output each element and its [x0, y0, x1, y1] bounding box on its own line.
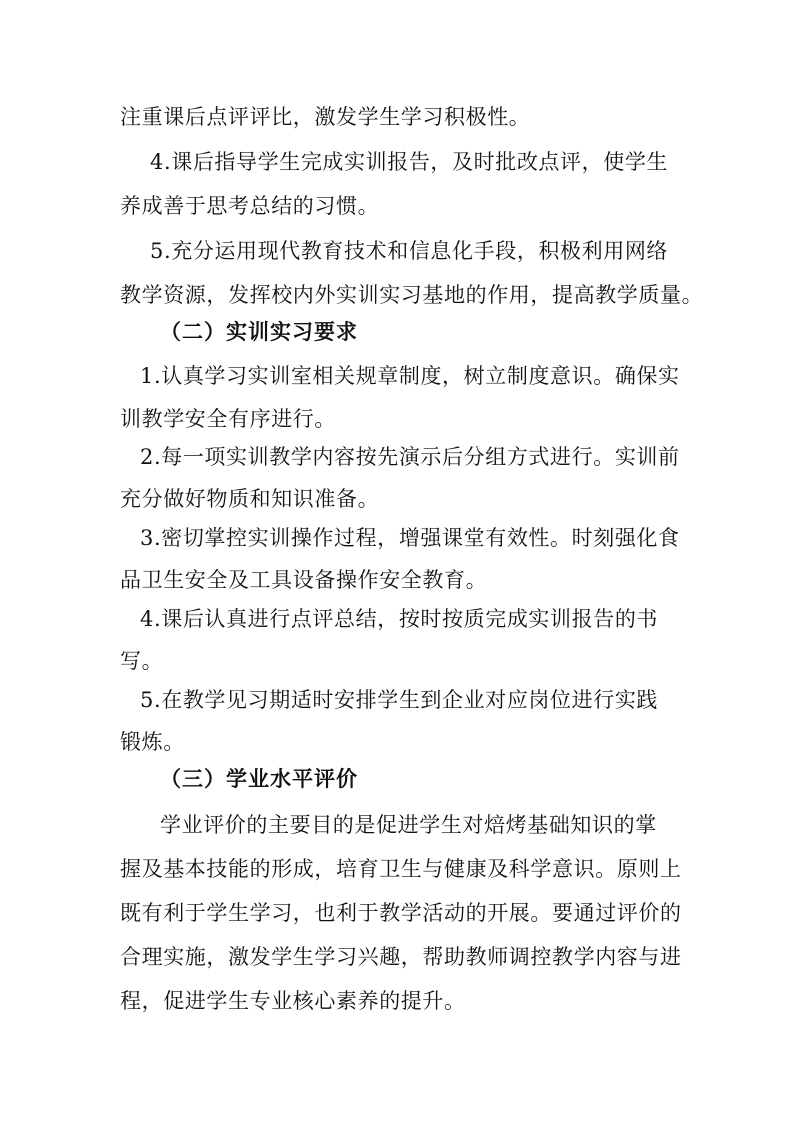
paragraph-line: 学业评价的主要目的是促进学生对焙烤基础知识的掌 — [160, 813, 657, 837]
section-heading: （三）学业水平评价 — [160, 767, 358, 791]
paragraph-line: 教学资源，发挥校内外实训实习基地的作用，提高教学质量。 — [120, 283, 704, 307]
paragraph-line: 5.在教学见习期适时安排学生到企业对应岗位进行实践 — [140, 688, 659, 712]
paragraph-line: 5.充分运用现代教育技术和信息化手段，积极利用网络 — [150, 239, 669, 263]
paragraph-line: 锻炼。 — [120, 730, 185, 754]
paragraph-line: 充分做好物质和知识准备。 — [120, 487, 380, 511]
paragraph-line: 品卫生安全及工具设备操作安全教育。 — [120, 568, 488, 592]
section-heading: （二）实训实习要求 — [160, 320, 358, 344]
paragraph-line: 既有利于学生学习，也利于教学活动的开展。要通过评价的 — [120, 901, 682, 925]
paragraph-line: 1.认真学习实训室相关规章制度，树立制度意识。确保实 — [140, 364, 680, 388]
paragraph-line: 注重课后点评评比，激发学生学习积极性。 — [120, 105, 531, 129]
paragraph-line: 4.课后指导学生完成实训报告，及时批改点评，使学生 — [150, 150, 669, 174]
paragraph-line: 握及基本技能的形成，培育卫生与健康及科学意识。原则上 — [120, 857, 682, 881]
paragraph-line: 4.课后认真进行点评总结，按时按质完成实训报告的书 — [140, 607, 659, 631]
paragraph-line: 合理实施，激发学生学习兴趣，帮助教师调控教学内容与进 — [120, 945, 682, 969]
paragraph-line: 养成善于思考总结的习惯。 — [120, 194, 380, 218]
paragraph-line: 训教学安全有序进行。 — [120, 407, 336, 431]
paragraph-line: 程，促进学生专业核心素养的提升。 — [120, 989, 466, 1013]
paragraph-line: 2.每一项实训教学内容按先演示后分组方式进行。实训前 — [140, 445, 680, 469]
paragraph-line: 3.密切掌控实训操作过程，增强课堂有效性。时刻强化食 — [140, 526, 680, 550]
paragraph-line: 写。 — [120, 649, 164, 673]
